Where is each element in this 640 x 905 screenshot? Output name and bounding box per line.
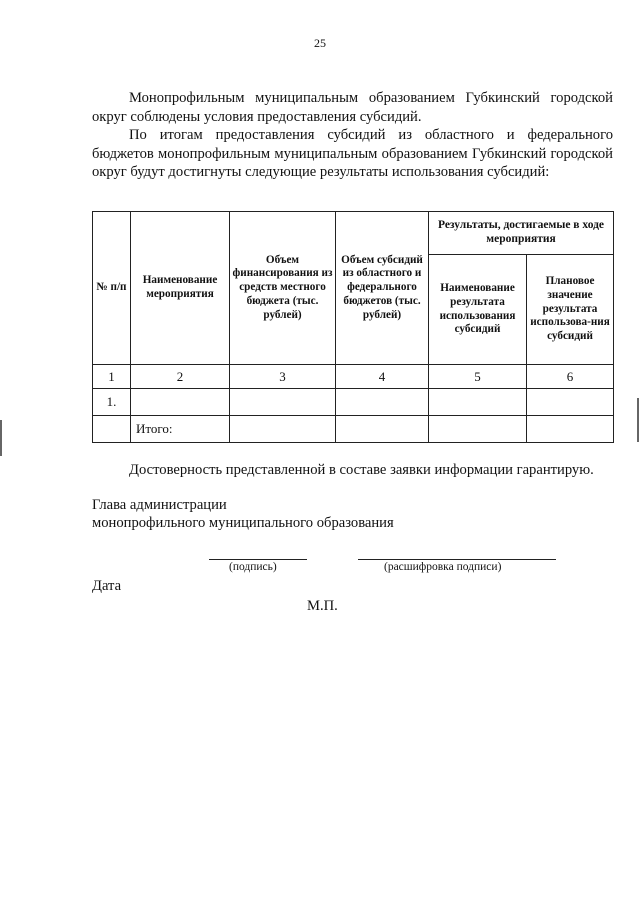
column-number: 5: [429, 365, 527, 389]
column-number: 6: [527, 365, 614, 389]
stamp-label: М.П.: [307, 598, 338, 614]
header-result-name: Наименование результата использования субсидий: [429, 255, 527, 365]
row-name: [131, 389, 230, 416]
column-number: 1: [93, 365, 131, 389]
left-margin-mark: [0, 420, 2, 456]
page-number: 25: [314, 36, 326, 50]
header-local-funding: Объем финансирования из средств местного бюджета (тыс. рублей): [230, 212, 336, 365]
results-table: [92, 211, 614, 443]
column-number: 3: [230, 365, 336, 389]
column-number: 4: [336, 365, 429, 389]
header-subsidies: Объем субсидий из областного и федерального бюджетов (тыс. рублей): [336, 212, 429, 365]
date-label: Дата: [92, 578, 122, 594]
row-num: 1.: [93, 389, 131, 416]
column-number: 2: [131, 365, 230, 389]
total-label: Итого:: [131, 416, 230, 443]
header-name: Наименование мероприятия: [131, 212, 230, 365]
signature-line: [209, 559, 307, 560]
column-number-row: [93, 365, 614, 389]
total-local-funding: [230, 416, 336, 443]
paragraph-conditions: Монопрофильным муниципальным образованием Губкинский городской округ соблюдены условия предоставления субсидий.: [92, 90, 613, 125]
header-result-plan: Плановое значение результата использова-ния субсидий: [527, 255, 614, 365]
row-result-plan: [527, 389, 614, 416]
attestation-text: Достоверность представленной в составе заявки информации гарантирую.: [129, 462, 594, 478]
row-local-funding: [230, 389, 336, 416]
position-title-line1: Глава администрации: [92, 497, 227, 513]
row-result-name: [429, 389, 527, 416]
total-row: [93, 416, 614, 443]
header-num: № п/п: [93, 212, 131, 365]
signature-decoding-line: [358, 559, 556, 560]
table-row: [93, 389, 614, 416]
total-result-name: [429, 416, 527, 443]
signature-decoding-caption: (расшифровка подписи): [384, 561, 502, 573]
paragraph-results-intro: По итогам предоставления субсидий из областного и федерального бюджетов монопрофильным муниципальным образованием Губкинский городской округ будут достигнуты следующие результаты использования субсидий:: [92, 127, 613, 180]
total-num-cell: [93, 416, 131, 443]
position-title-line2: монопрофильного муниципального образования: [92, 515, 394, 531]
total-subsidies: [336, 416, 429, 443]
signature-caption: (подпись): [229, 561, 277, 573]
row-subsidies: [336, 389, 429, 416]
header-results-group: Результаты, достигаемые в ходе мероприятия: [429, 212, 614, 255]
total-result-plan: [527, 416, 614, 443]
right-margin-mark: [637, 398, 639, 442]
